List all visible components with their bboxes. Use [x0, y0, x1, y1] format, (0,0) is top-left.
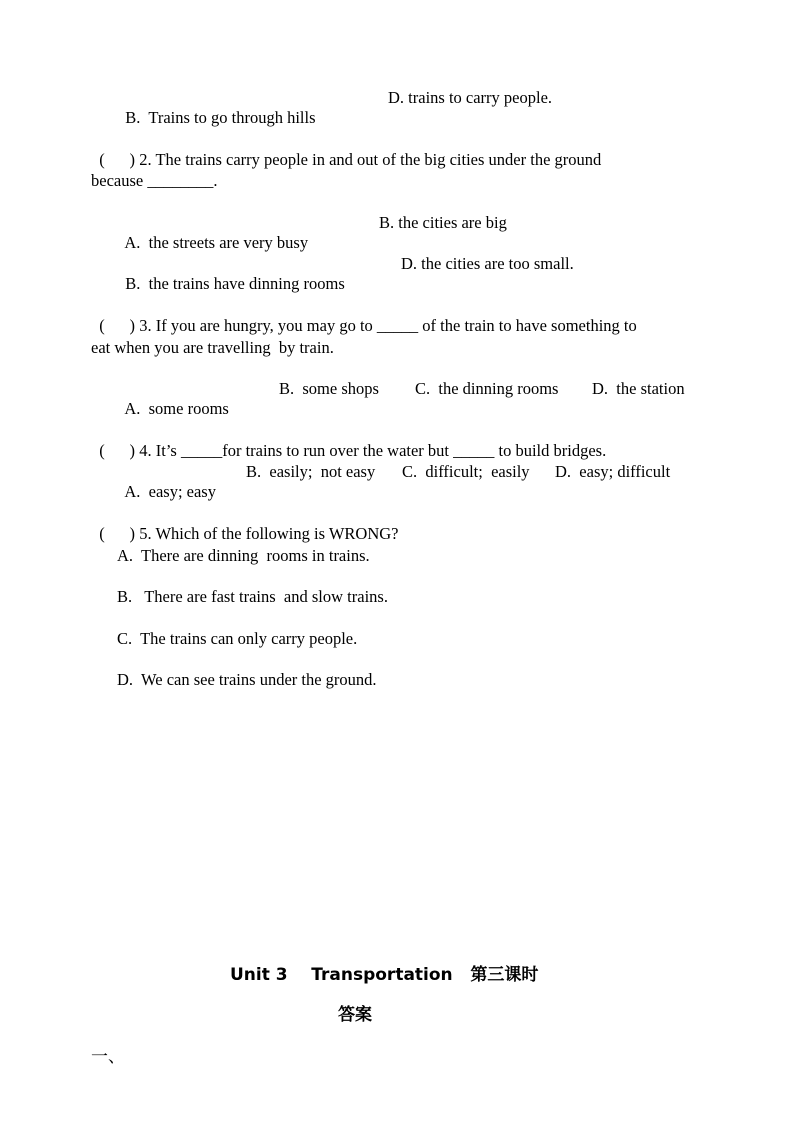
q4-stem-text: 4. It’s _____for trains to run over the water but _____ to build bridges. — [139, 441, 607, 460]
q2-answer-blank[interactable]: ( ) — [99, 150, 135, 169]
q3-option-b: B. some shops — [279, 379, 379, 398]
q4-option-b: B. easily; not easy — [246, 462, 376, 481]
q3-stem-line-1 — [91, 296, 637, 336]
q5-option-b: B. There are fast trains and slow trains. — [117, 587, 388, 606]
q4-option-d: D. easy; difficult — [555, 462, 671, 481]
answer-part-label: 一、 — [91, 1047, 125, 1067]
q4-answer-blank[interactable]: ( ) — [99, 441, 135, 460]
q5-answer-blank[interactable]: ( ) — [99, 524, 135, 543]
q2-stem-line-1 — [91, 130, 601, 170]
q3-stem-text: 3. If you are hungry, you may go to _____ of the train to have something to — [139, 316, 637, 335]
q5-option-a: A. There are dinning rooms in trains. — [117, 546, 370, 565]
q2-option-b-2: B. the trains have dinning rooms — [125, 274, 345, 293]
q4-stem-line — [91, 421, 606, 461]
q2-stem-text: 2. The trains carry people in and out of the big cities under the ground — [139, 150, 602, 169]
q3-option-a: A. some rooms — [124, 399, 229, 418]
q3-option-d: D. the station — [592, 379, 685, 398]
q2-option-b: B. the cities are big — [379, 213, 507, 232]
q3-stem-line-2: eat when you are travelling by train. — [91, 338, 334, 357]
q1-option-b: B. Trains to go through hills — [125, 108, 316, 127]
q2-option-a: A. the streets are very busy — [124, 233, 309, 252]
q3-option-c: C. the dinning rooms — [415, 379, 559, 398]
q5-option-d: D. We can see trains under the ground. — [117, 670, 377, 689]
q5-stem-text: 5. Which of the following is WRONG? — [139, 524, 399, 543]
q2-option-d: D. the cities are too small. — [401, 254, 574, 273]
answer-section-subtitle: 答案 — [338, 1005, 372, 1025]
q4-option-a: A. easy; easy — [124, 482, 216, 501]
answer-section-title: Unit 3 Transportation 第三课时 — [230, 965, 539, 985]
q4-option-c: C. difficult; easily — [402, 462, 530, 481]
q5-stem-line — [91, 504, 398, 544]
q3-answer-blank[interactable]: ( ) — [99, 316, 135, 335]
q2-stem-line-2: because ________. — [91, 171, 218, 190]
q1-option-d: D. trains to carry people. — [388, 88, 553, 107]
q5-option-c: C. The trains can only carry people. — [117, 629, 358, 648]
